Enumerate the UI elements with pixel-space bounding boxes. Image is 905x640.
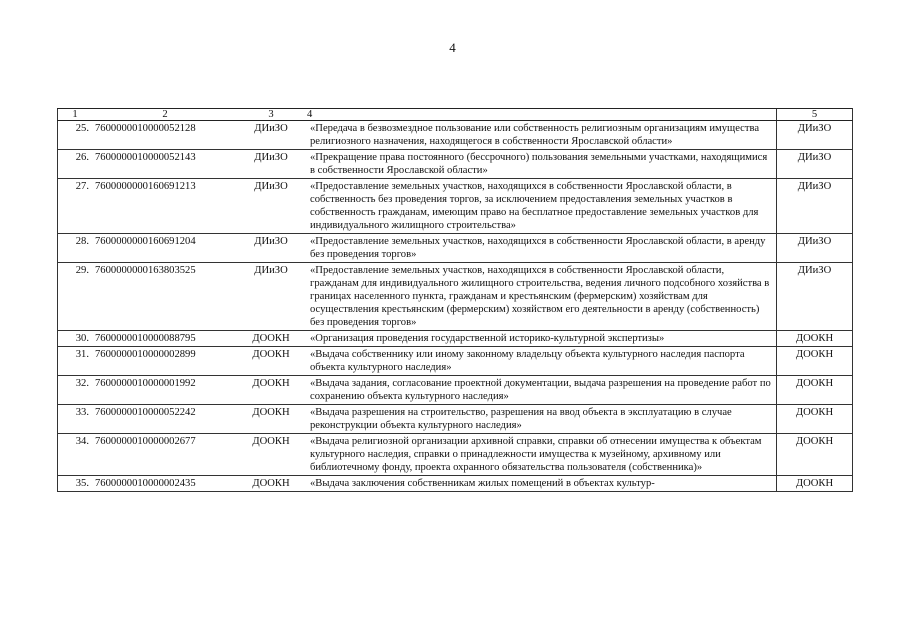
service-org: ДИиЗО (238, 150, 304, 179)
table-row (58, 376, 853, 405)
table-row (58, 150, 853, 179)
service-code: 7600000010000002677 (92, 434, 238, 476)
service-code: 7600000000163803525 (92, 263, 238, 331)
service-org: ДИиЗО (238, 121, 304, 150)
service-org: ДООКН (238, 376, 304, 405)
service-dept: ДООКН (777, 434, 853, 476)
table-row (58, 179, 853, 234)
service-dept: ДООКН (777, 376, 853, 405)
services-table (57, 108, 853, 492)
row-number: 34. (58, 434, 93, 476)
service-dept: ДООКН (777, 405, 853, 434)
table-row (58, 263, 853, 331)
service-dept: ДИиЗО (777, 263, 853, 331)
service-dept: ДООКН (777, 476, 853, 492)
page-number: 4 (449, 40, 456, 55)
row-number: 32. (58, 376, 93, 405)
service-org: ДООКН (238, 476, 304, 492)
service-name: «Организация проведения государственной историко-культурной экспертизы» (304, 331, 777, 347)
service-dept: ДООКН (777, 331, 853, 347)
service-code: 7600000010000002435 (92, 476, 238, 492)
service-name: «Предоставление земельных участков, находящихся в собственности Ярославской области, гражданам для индивидуального жилищного строительства, ведения личного подсобного хозяйства в границах населенного пункта, гражданам и крестьянским (фермерским) хозяйствам для осуществления крестьянским (фермерским) хозяйством его деятельности в аренду (собственность) без проведения торгов» (304, 263, 777, 331)
row-number: 26. (58, 150, 93, 179)
service-name: «Прекращение права постоянного (бессрочного) пользования земельными участками, находящимися в собственности Ярославской области» (304, 150, 777, 179)
row-number: 29. (58, 263, 93, 331)
service-name: «Выдача собственнику или иному законному владельцу объекта культурного наследия паспорта объекта культурного наследия» (304, 347, 777, 376)
service-code: 7600000000160691213 (92, 179, 238, 234)
table-body (58, 121, 853, 492)
service-dept: ДИиЗО (777, 150, 853, 179)
service-code: 7600000010000088795 (92, 331, 238, 347)
row-number: 30. (58, 331, 93, 347)
service-name: «Предоставление земельных участков, находящихся в собственности Ярославской области, в аренду без проведения торгов» (304, 234, 777, 263)
header-col-2: 2 (92, 109, 238, 121)
table-row (58, 405, 853, 434)
service-code: 7600000010000001992 (92, 376, 238, 405)
service-code: 7600000000160691204 (92, 234, 238, 263)
service-org: ДООКН (238, 331, 304, 347)
service-name: «Выдача разрешения на строительство, разрешения на ввод объекта в эксплуатацию в случае реконструкции объекта культурного наследия» (304, 405, 777, 434)
table-row (58, 347, 853, 376)
row-number: 27. (58, 179, 93, 234)
service-name: «Предоставление земельных участков, находящихся в собственности Ярославской области, в собственность без проведения торгов, за исключением предоставления земельных участков в собственность гражданам, имеющим право на бесплатное предоставление земельных участков для индивидуального жилищного строительства» (304, 179, 777, 234)
service-dept: ДООКН (777, 347, 853, 376)
row-number: 31. (58, 347, 93, 376)
header-col-1: 1 (58, 109, 93, 121)
service-org: ДИиЗО (238, 179, 304, 234)
service-org: ДИиЗО (238, 234, 304, 263)
header-col-4: 4 (304, 109, 777, 121)
header-col-3: 3 (238, 109, 304, 121)
service-org: ДООКН (238, 347, 304, 376)
row-number: 33. (58, 405, 93, 434)
table-header (58, 109, 853, 121)
service-dept: ДИиЗО (777, 179, 853, 234)
row-number: 25. (58, 121, 93, 150)
table-row (58, 331, 853, 347)
service-dept: ДИиЗО (777, 234, 853, 263)
header-col-5: 5 (777, 109, 853, 121)
table-row (58, 234, 853, 263)
service-org: ДИиЗО (238, 263, 304, 331)
service-dept: ДИиЗО (777, 121, 853, 150)
header-row (58, 109, 853, 121)
service-name: «Выдача заключения собственникам жилых помещений в объектах культур- (304, 476, 777, 492)
row-number: 28. (58, 234, 93, 263)
table-row (58, 434, 853, 476)
service-code: 7600000010000002899 (92, 347, 238, 376)
service-name: «Выдача религиозной организации архивной справки, справки об отнесении имущества к объектам культурного наследия, справки о принадлежности имущества к музейному, архивному или библиотечному фонду, проекта охранного обязательства пользователя (собственника)» (304, 434, 777, 476)
table-row (58, 121, 853, 150)
service-org: ДООКН (238, 405, 304, 434)
service-code: 7600000010000052128 (92, 121, 238, 150)
table-row (58, 476, 853, 492)
service-org: ДООКН (238, 434, 304, 476)
service-code: 7600000010000052242 (92, 405, 238, 434)
row-number: 35. (58, 476, 93, 492)
service-code: 7600000010000052143 (92, 150, 238, 179)
service-name: «Выдача задания, согласование проектной документации, выдача разрешения на проведение работ по сохранению объекта культурного наследия» (304, 376, 777, 405)
service-name: «Передача в безвозмездное пользование или собственность религиозным организациям имущества религиозного назначения, находящегося в собственности Ярославской области» (304, 121, 777, 150)
